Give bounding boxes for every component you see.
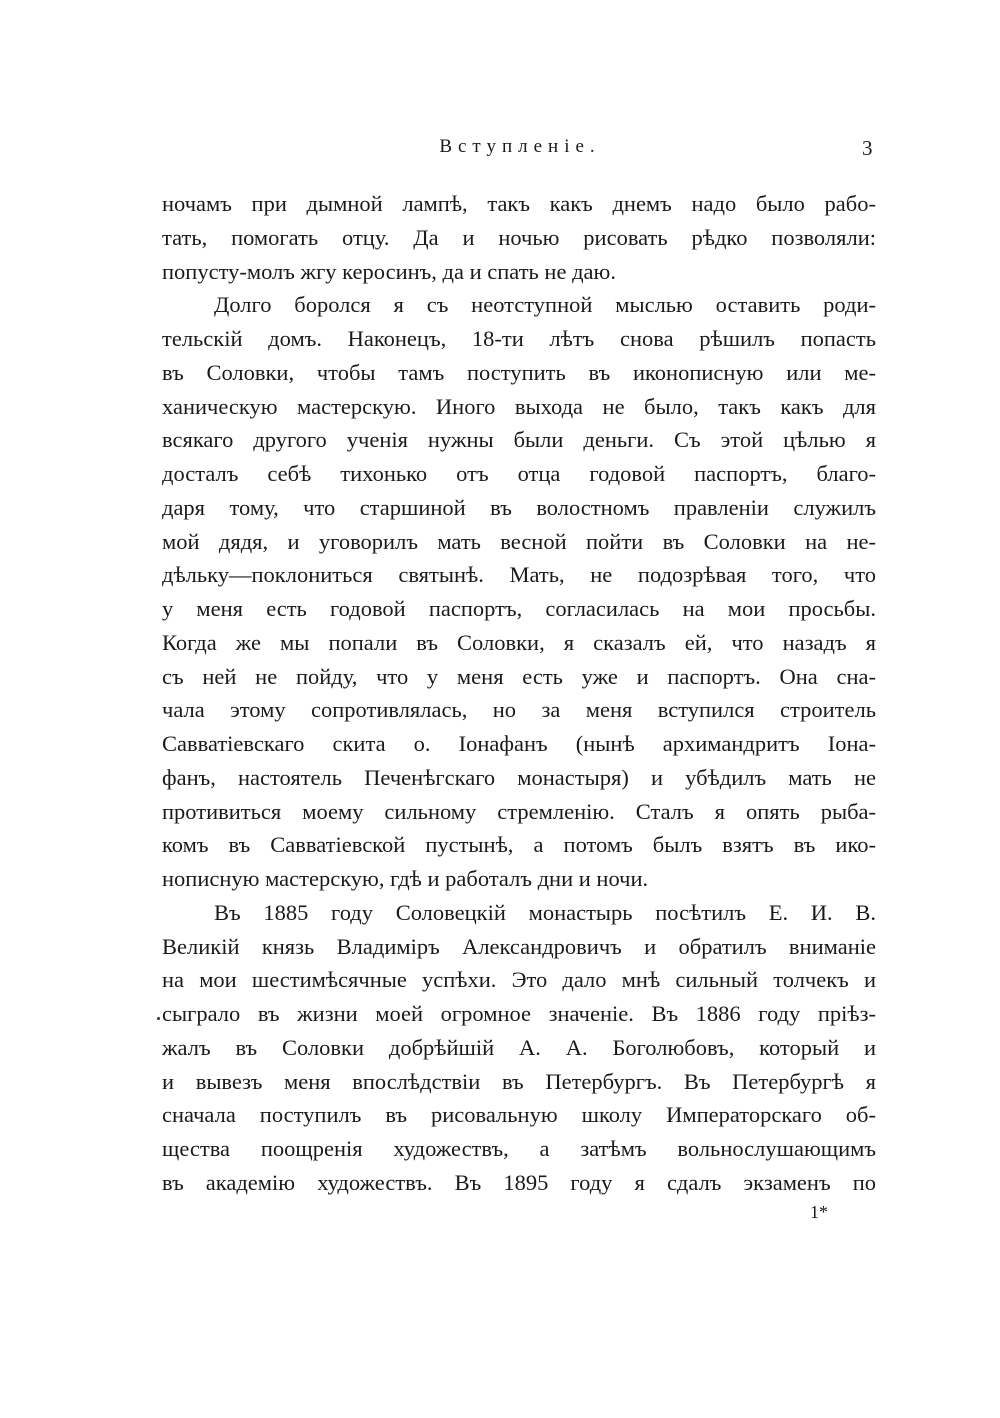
text-line: ханическую мастерскую. Иного выхода не было, такъ какъ для	[162, 393, 876, 419]
text-line: дѣльку—поклониться святынѣ. Мать, не подозрѣвая того, что	[162, 562, 876, 588]
text-line: ночамъ при дымной лампѣ, такъ какъ днемъ надо было рабо-	[162, 191, 876, 216]
text-line: тать, помогать отцу. Да и ночью рисовать рѣдко позволяли:	[162, 224, 876, 250]
page-number: 3	[862, 136, 873, 160]
text-line: комъ въ Савватіевской пустынѣ, а потомъ былъ взятъ въ ико-	[162, 832, 876, 858]
text-line: Великій князь Владиміръ Александровичъ и обратилъ вниманіе	[162, 933, 876, 959]
text-line: у меня есть годовой паспортъ, согласилась на мои просьбы.	[162, 596, 876, 621]
text-line: жалъ въ Соловки добрѣйшій А. А. Боголюбовъ, который и	[162, 1034, 876, 1060]
text-line: въ академію художествъ. Въ 1895 году я сдалъ экзаменъ по	[162, 1169, 876, 1195]
text-line: попусту-молъ жгу керосинъ, да и спать не даю.	[162, 258, 616, 284]
running-head: Вступленіе.	[439, 136, 601, 157]
text-line: чала этому сопротивлялась, но за меня вступился строитель	[162, 697, 876, 723]
text-line: тельскій домъ. Наконецъ, 18-ти лѣтъ снова рѣшилъ попасть	[162, 326, 876, 351]
stray-ink-mark	[157, 1017, 160, 1020]
text-line: мой дядя, и уговорилъ мать весной пойти въ Соловки на не-	[162, 528, 876, 554]
body-text	[162, 187, 876, 1200]
signature-mark: 1*	[810, 1202, 828, 1222]
text-line: всякаго другого ученія нужны были деньги. Съ этой цѣлью я	[162, 427, 876, 453]
text-line: Долго боролся я съ неотступной мыслью оставить роди-	[214, 292, 876, 318]
text-line: на мои шестимѣсячные успѣхи. Это дало мнѣ сильный толчекъ и	[162, 967, 876, 993]
text-line: и вывезъ меня впослѣдствіи въ Петербургъ. Въ Петербургѣ я	[162, 1068, 876, 1094]
text-line: даря тому, что старшиной въ волостномъ правленіи служилъ	[162, 494, 876, 520]
text-line: фанъ, настоятель Печенѣгскаго монастыря) и убѣдилъ мать не	[162, 764, 876, 790]
text-line: нописную мастерскую, гдѣ и работалъ дни и ночи.	[162, 866, 649, 891]
text-line: противиться моему сильному стремленію. Сталъ я опять рыба-	[162, 798, 876, 824]
text-line: Когда же мы попали въ Соловки, я сказалъ ей, что назадъ я	[162, 629, 876, 655]
text-line: Въ 1885 году Соловецкій монастырь посѣтилъ Е. И. В.	[214, 899, 876, 925]
text-line: сыграло въ жизни моей огромное значеніе. Въ 1886 году пріѣз-	[162, 1001, 876, 1026]
text-line: въ Соловки, чтобы тамъ поступить въ иконописную или ме-	[162, 359, 876, 385]
text-line: щества поощренія художествъ, а затѣмъ вольнослушающимъ	[162, 1136, 876, 1161]
text-line: досталъ себѣ тихонько отъ отца годовой паспортъ, благо-	[162, 461, 876, 486]
text-line: Савватіевскаго скита о. Іонафанъ (нынѣ архимандритъ Іона-	[162, 731, 876, 756]
text-line: сначала поступилъ въ рисовальную школу Императорскаго об-	[162, 1102, 876, 1128]
text-line: съ ней не пойду, что у меня есть уже и паспортъ. Она сна-	[162, 663, 876, 689]
